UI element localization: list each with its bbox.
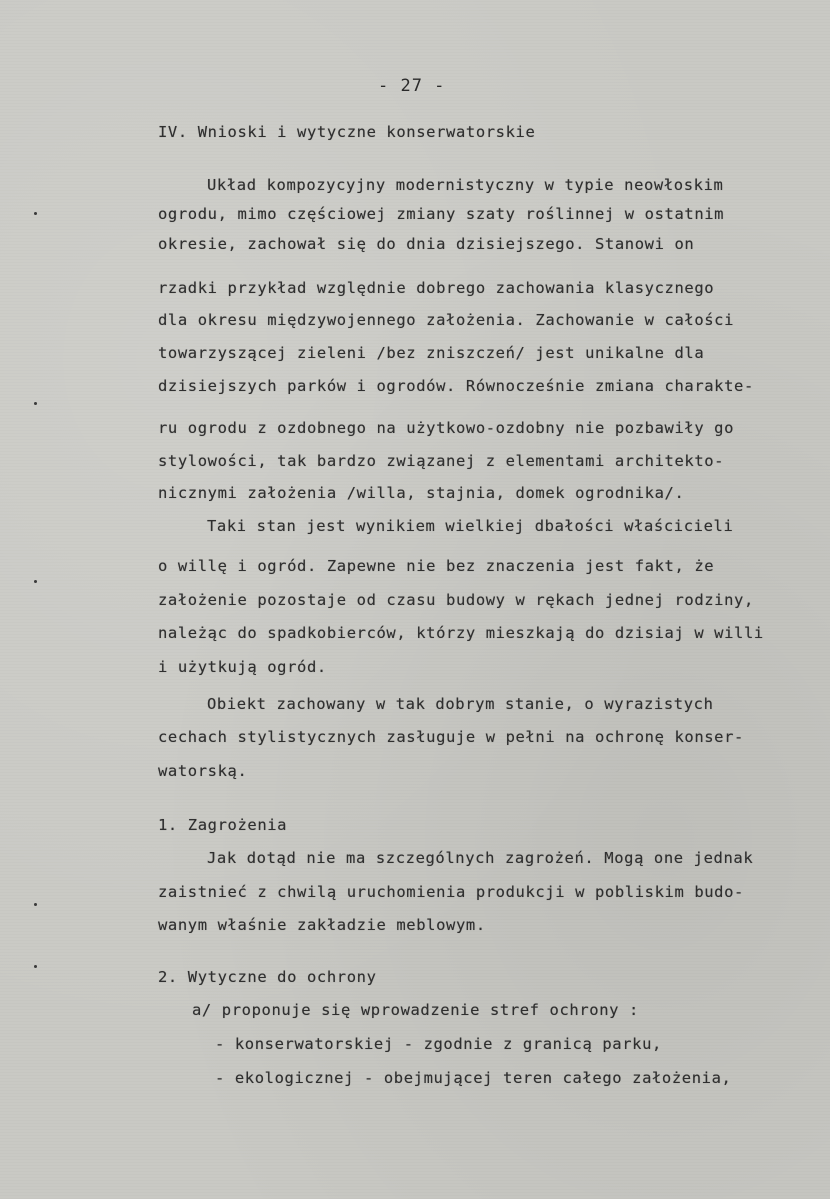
paragraph-2-line: należąc do spadkobierców, którzy mieszkają do dzisiaj w willi xyxy=(158,624,764,642)
scan-speck xyxy=(34,965,37,968)
paragraph-1-line: towarzyszącej zieleni /bez zniszczeń/ jest unikalne dla xyxy=(158,344,705,362)
paragraph-1-line: stylowości, tak bardzo związanej z elementami architekto- xyxy=(158,452,725,470)
scan-speck xyxy=(34,580,37,583)
subsection-2-heading: 2. Wytyczne do ochrony xyxy=(158,968,377,986)
scan-speck xyxy=(34,903,37,906)
section-heading: IV. Wnioski i wytyczne konserwatorskie xyxy=(158,123,536,141)
paragraph-2-line: założenie pozostaje od czasu budowy w rękach jednej rodziny, xyxy=(158,591,754,609)
subsection-1-line: zaistnieć z chwilą uruchomienia produkcji w pobliskim budo- xyxy=(158,883,744,901)
subsection-2-bullet: - konserwatorskiej - zgodnie z granicą parku, xyxy=(215,1035,662,1053)
paragraph-2-line: o willę i ogród. Zapewne nie bez znaczenia jest fakt, że xyxy=(158,557,715,575)
paragraph-1-line: dla okresu międzywojennego założenia. Zachowanie w całości xyxy=(158,311,735,329)
paragraph-1-line: dzisiejszych parków i ogrodów. Równocześnie zmiana charakte- xyxy=(158,377,754,395)
paragraph-1-line: nicznymi założenia /willa, stajnia, domek ogrodnika/. xyxy=(158,484,685,502)
paragraph-2-line: i użytkują ogród. xyxy=(158,658,327,676)
subsection-1-heading: 1. Zagrożenia xyxy=(158,816,288,834)
paragraph-1-line: ogrodu, mimo częściowej zmiany szaty roślinnej w ostatnim xyxy=(158,205,725,223)
paragraph-3-line: cechach stylistycznych zasługuje w pełni na ochronę konser- xyxy=(158,728,744,746)
subsection-2-item-a: a/ proponuje się wprowadzenie stref ochrony : xyxy=(192,1001,639,1019)
paragraph-3-line: watorską. xyxy=(158,762,248,780)
paragraph-1-line: Układ kompozycyjny modernistyczny w typie neowłoskim xyxy=(207,176,724,194)
subsection-1-line: wanym właśnie zakładzie meblowym. xyxy=(158,916,486,934)
paragraph-3-line: Obiekt zachowany w tak dobrym stanie, o wyrazistych xyxy=(207,695,714,713)
paragraph-1-line: ru ogrodu z ozdobnego na użytkowo-ozdobny nie pozbawiły go xyxy=(158,419,735,437)
subsection-2-bullet: - ekologicznej - obejmującej teren całego założenia, xyxy=(215,1069,732,1087)
paragraph-2-line: Taki stan jest wynikiem wielkiej dbałości właścicieli xyxy=(207,517,734,535)
scan-speck xyxy=(34,212,37,215)
paragraph-1-line: rzadki przykład względnie dobrego zachowania klasycznego xyxy=(158,279,715,297)
paragraph-1-line: okresie, zachował się do dnia dzisiejszego. Stanowi on xyxy=(158,235,695,253)
page-number: - 27 - xyxy=(378,76,446,96)
subsection-1-line: Jak dotąd nie ma szczególnych zagrożeń. Mogą one jednak xyxy=(207,849,754,867)
scan-speck xyxy=(34,402,37,405)
